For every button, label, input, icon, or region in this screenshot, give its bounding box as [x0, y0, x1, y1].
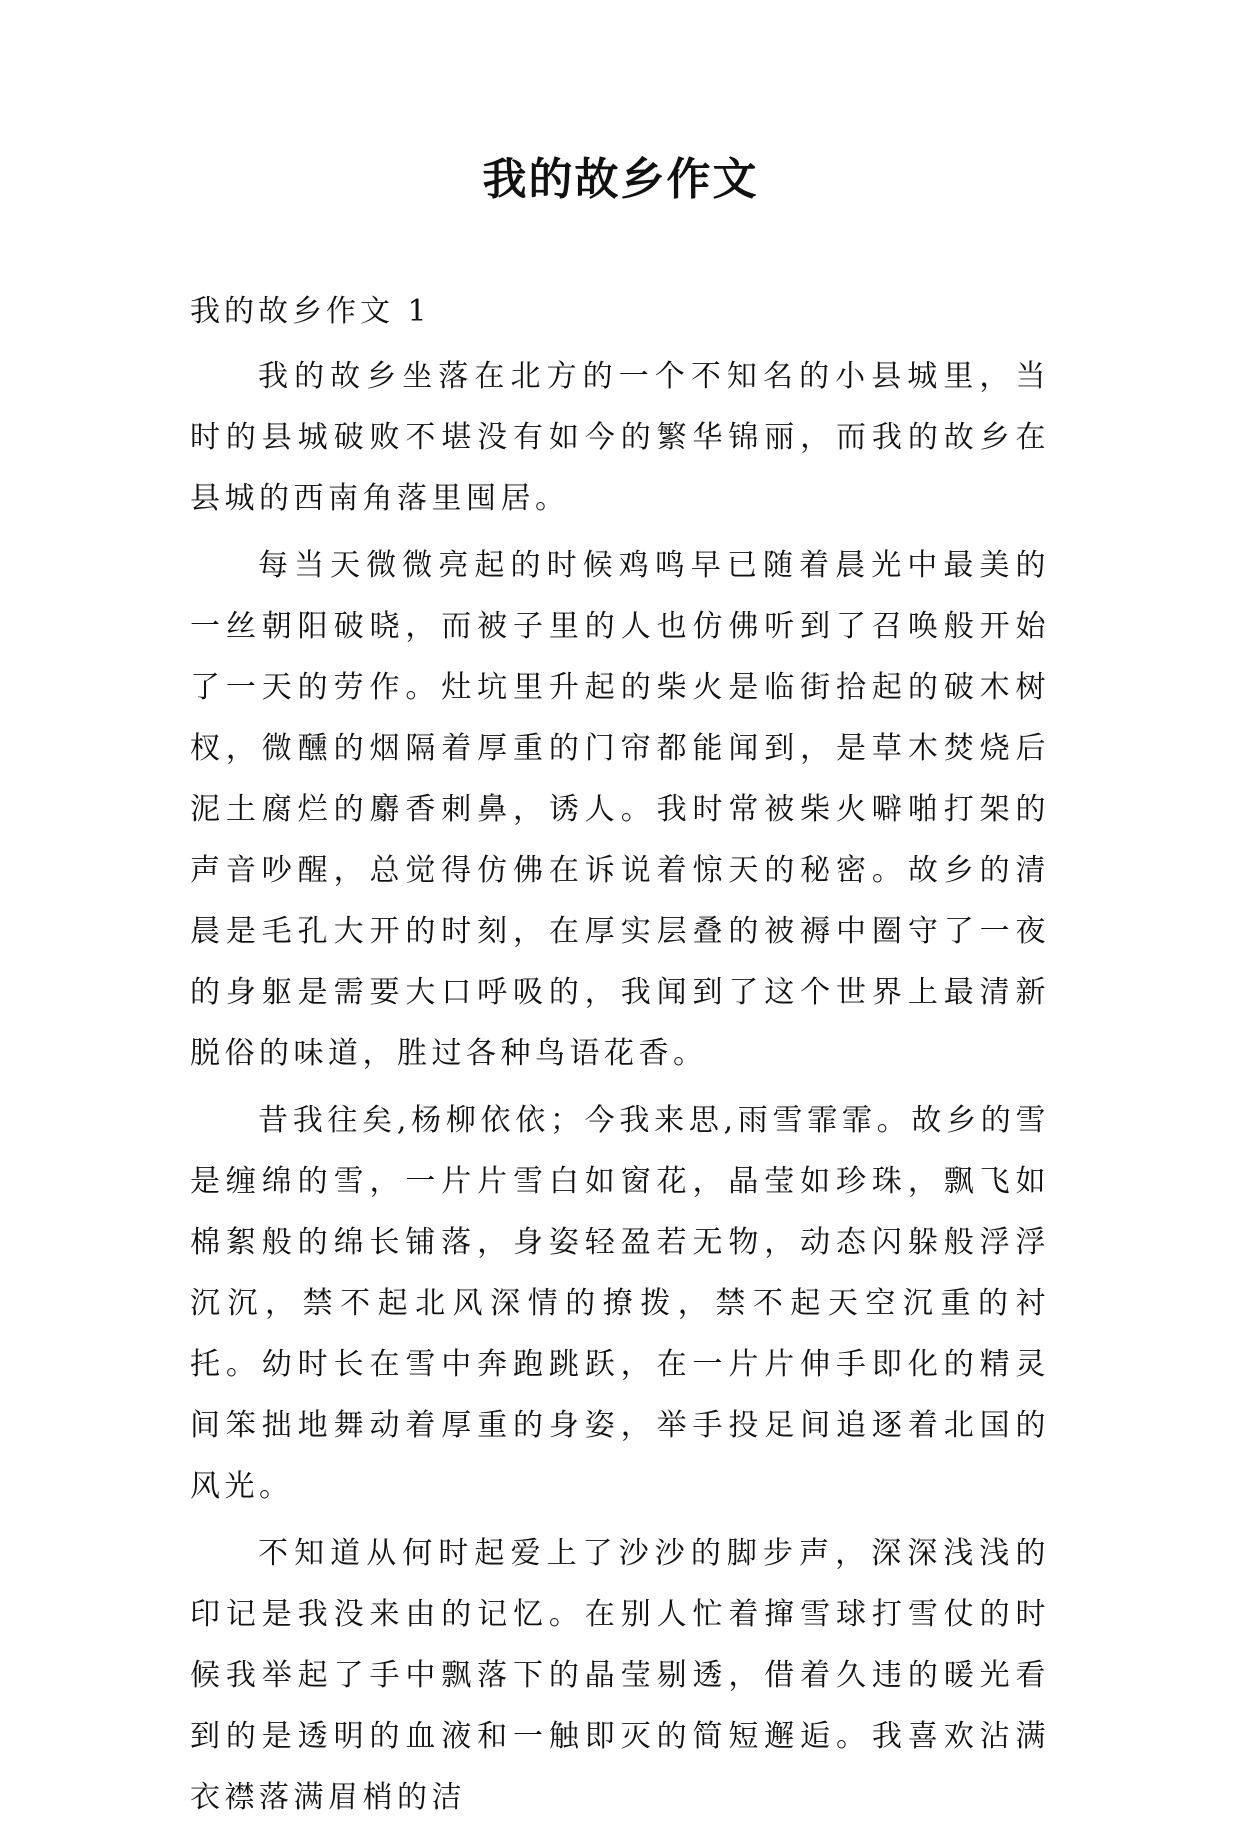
- document-body: [190, 346, 1050, 1834]
- document-title: 我的故乡作文: [482, 154, 759, 205]
- paragraph: 每当天微微亮起的时候鸡鸣早已随着晨光中最美的一丝朝阳破晓，而被子里的人也仿佛听到了召唤般开始了一天的劳作。灶坑里升起的柴火是临街拾起的破木树杈，微醺的烟隔着厚重的门帘都能闻到，是草木焚烧后泥土腐烂的麝香刺鼻，诱人。我时常被柴火噼啪打架的声音吵醒，总觉得仿佛在诉说着惊天的秘密。故乡的清晨是毛孔大开的时刻，在厚实层叠的被褥中圈守了一夜的身躯是需要大口呼吸的，我闻到了这个世界上最清新脱俗的味道，胜过各种鸟语花香。: [190, 548, 1050, 1071]
- paragraph: 不知道从何时起爱上了沙沙的脚步声，深深浅浅的印记是我没来由的记忆。在别人忙着撺雪球打雪仗的时候我举起了手中飘落下的晶莹剔透，借着久违的暖光看到的是透明的血液和一触即灭的简短邂逅。我喜欢沾满衣襟落满眉梢的洁: [190, 1536, 1050, 1815]
- section-heading: 我的故乡作文 1: [190, 294, 431, 329]
- paragraph: 昔我往矣,杨柳依依；今我来思,雨雪霏霏。故乡的雪是缠绵的雪，一片片雪白如窗花，晶莹如珍珠，飘飞如棉絮般的绵长铺落，身姿轻盈若无物，动态闪躲般浮浮沉沉，禁不起北风深情的撩拨，禁不起天空沉重的衬托。幼时长在雪中奔跑跳跃，在一片片伸手即化的精灵间笨拙地舞动着厚重的身姿，举手投足间追逐着北国的风光。: [190, 1103, 1050, 1504]
- paragraph: 我的故乡坐落在北方的一个不知名的小县城里，当时的县城破败不堪没有如今的繁华锦丽，而我的故乡在县城的西南角落里囤居。: [190, 359, 1050, 516]
